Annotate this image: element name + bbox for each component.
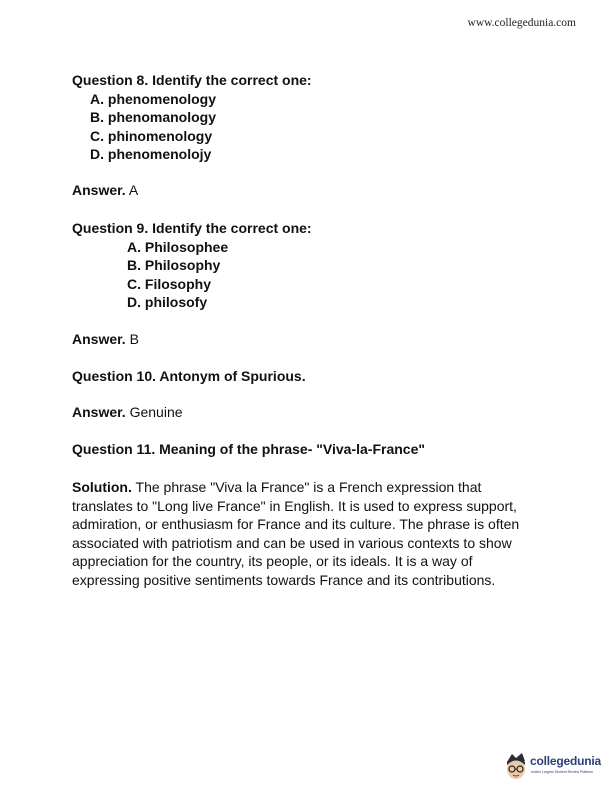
question-title: Question 8. Identify the correct one: bbox=[72, 72, 312, 88]
mascot-icon bbox=[504, 752, 528, 782]
question-9 bbox=[72, 219, 312, 312]
answer-value: Genuine bbox=[125, 404, 183, 420]
solution-text: The phrase "Viva la France" is a French expression that translates to "Long live France" in English. It is used to express support, admiration, or enthusiasm for France and its culture. The phrase is often associated with patriotism and can be used in various contexts to show appreciation for the country, its people, or its ideals. It is a way of expressing positive sentiments towards France and its contributions. bbox=[72, 479, 520, 588]
solution-11 bbox=[72, 478, 542, 589]
answer-label: Answer. bbox=[72, 331, 126, 347]
option-c: C. Filosophy bbox=[127, 275, 211, 292]
question-10: Question 10. Antonym of Spurious. bbox=[72, 368, 306, 384]
option-d: D. philosofy bbox=[127, 294, 208, 310]
question-8 bbox=[72, 71, 312, 164]
answer-label: Answer. bbox=[72, 182, 126, 198]
logo-name: collegedunia bbox=[530, 754, 601, 768]
option-a: A. Philosophee bbox=[127, 238, 229, 255]
question-11: Question 11. Meaning of the phrase- "Viva-la-France" bbox=[72, 441, 425, 457]
answer-10 bbox=[72, 403, 183, 422]
logo-tagline: India's Largest Student Review Platform bbox=[531, 770, 594, 774]
collegedunia-logo bbox=[504, 752, 604, 784]
option-b: B. Philosophy bbox=[127, 257, 221, 273]
answer-value: A bbox=[125, 182, 139, 198]
option-c: C. phinomenology bbox=[90, 127, 213, 144]
answer-8 bbox=[72, 181, 138, 200]
question-title: Question 9. Identify the correct one: bbox=[72, 220, 312, 236]
option-b: B. phenomanology bbox=[90, 109, 216, 125]
answer-label: Answer. bbox=[72, 404, 126, 420]
answer-value: B bbox=[125, 331, 139, 347]
solution-label: Solution. bbox=[72, 479, 132, 495]
option-a: A. phenomenology bbox=[90, 90, 216, 107]
answer-9 bbox=[72, 330, 139, 349]
option-d: D. phenomenolojy bbox=[90, 146, 212, 162]
header-url: www.collegedunia.com bbox=[467, 17, 576, 29]
